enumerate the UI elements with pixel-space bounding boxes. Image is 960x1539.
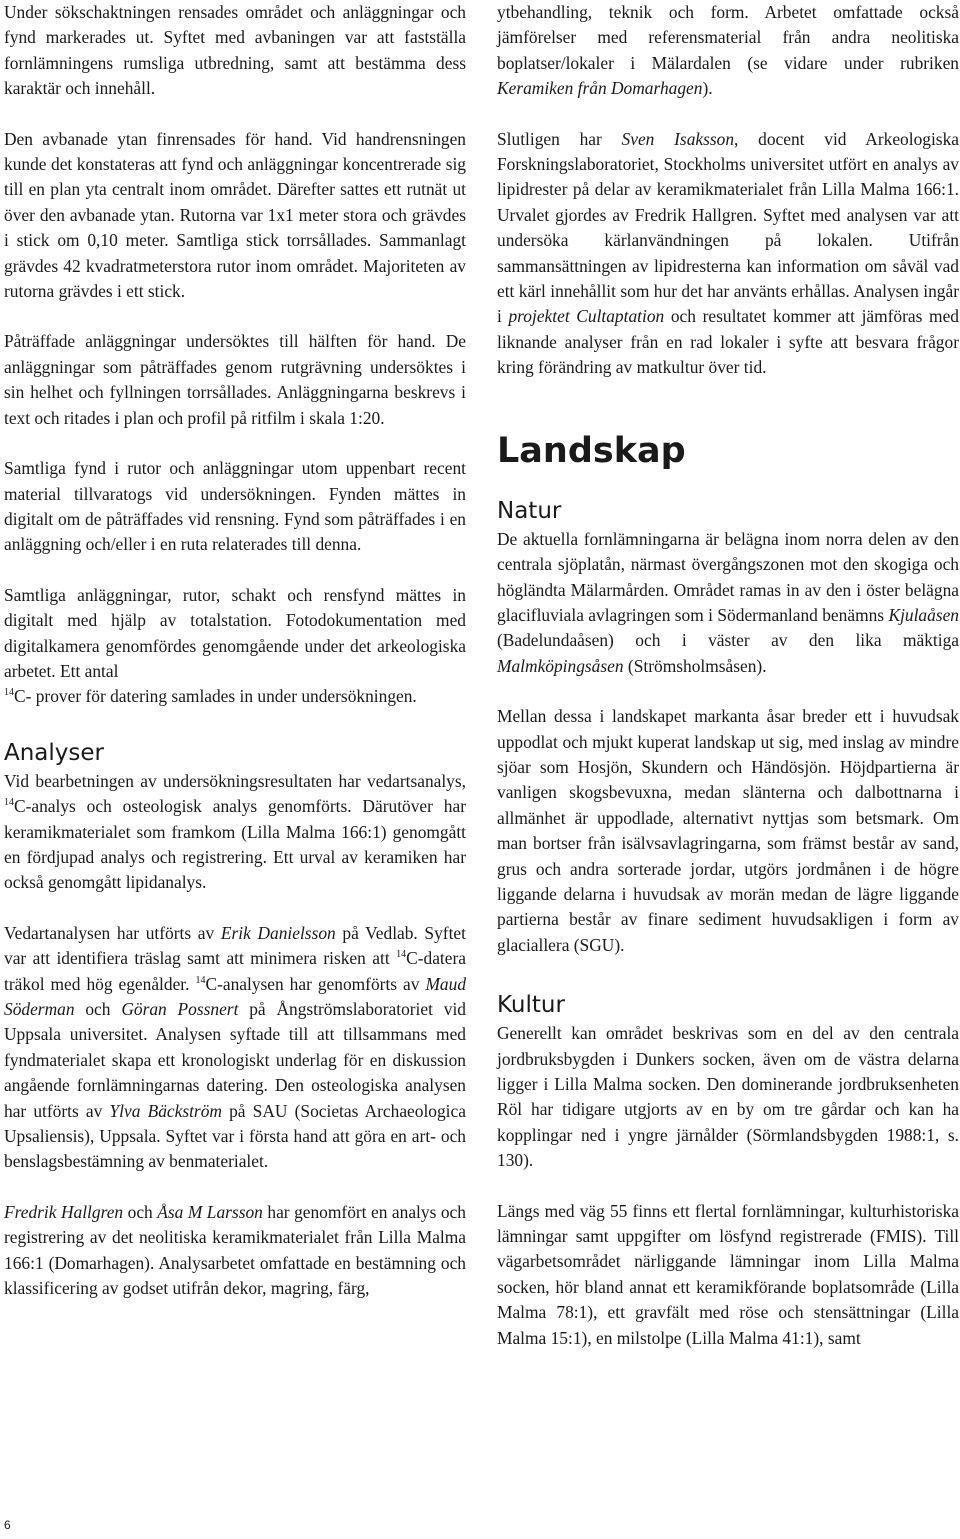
paragraph-hand-cleaning: Den avbanade ytan finrensades för hand. Vid handrensningen kunde det konstateras att fynd och anläggningar koncentrerade sig till en plan yta centralt inom området. Därefter sattes ett rutnät ut över den avbanade ytan. Rutorna var 1x1 meter stora och grävdes i stick om 0,10 meter. Samtliga stick torrsållades. Sammanlagt grävdes 42 kvadratmeterstora rutor inom området. Majoriteten av rutorna grävdes i ett stick. [4, 128, 466, 302]
paragraph-ceramic-registration: Fredrik Hallgren och Åsa M Larsson har genomfört en analys och registrering av det neolitiska keramikmaterialet från Lilla Malma 166:1 (Domarhagen). Analysarbetet omfattade en bestämning och klassificering av godset utifrån dekor, magring, färg, [4, 1201, 466, 1299]
heading-landskap: Landskap [497, 430, 686, 471]
paragraph-culture-area: Generellt kan området beskrivas som en del av den centrala jordbruksbygden i Dunkers socken, även om de västra delarna ligger i Lilla Malma socken. Den dominerande jordbruksenheten Röl har tidigare utgjorts av en by om tre gårdar och kan ha kopplingar ned i yngre järnålder (Sörmlandsbygden 1988:1, s. 130). [497, 1023, 959, 1171]
paragraph-road-55-remains: Längs med väg 55 finns ett flertal fornlämningar, kulturhistoriska lämningar samt uppgifter om lösfynd registrerade (FMIS). Till vägarbetsområdet närliggande lämningar inom Lilla Malma socken, hör bland annat ett keramikförande boplatsområde (Lilla Malma 78:1), ett gravfält med röse och stensättningar (Lilla Malma 15:1), en milstolpe (Lilla Malma 41:1), samt [497, 1200, 959, 1348]
person-name: Fredrik Hallgren [4, 1201, 124, 1222]
paragraph-analyses-overview: Vid bearbetningen av undersökningsresultaten har vedartsanalys, $^{14}$C-analys och osteologisk analys genomförts. Därutöver har keramikmaterialet som framkom (Lilla Malma 166:1) genomgått en fördjupad analys och registrering. Ett urval av keramiken har också genomgått lipidanalys. [4, 770, 466, 893]
heading-analyser: Analyser [4, 739, 104, 766]
section-reference: Keramiken från Domarhagen [497, 78, 703, 99]
paragraph-features-excavation: Påträffade anläggningar undersöktes till hälften för hand. De anläggningar som påträffades genom rutgrävning undersöktes i sin helhet och fyllningen torrsållades. Anläggningarna beskrevs i text och ritades i plan och profil på ritfilm i skala 1:20. [4, 331, 466, 428]
person-name: Ylva Bäckström [109, 1100, 222, 1121]
paragraph-wood-analysis: Vedartanalysen har utförts av Erik Danielsson på Vedlab. Syftet var att identifiera träslag samt att minimera risken att $^{14}$C-datera träkol med hög egenålder. $^{14}$C-analysen har genomförts av Maud Söderman och Göran Possnert på Ångströmslaboratoriet vid Uppsala universitet. Analysen syftade till att tillsammans med fyndmaterialet skapa ett kronologiskt underlag för en diskussion angående fornlämningarnas datering. Den osteologiska analysen har utförts av Ylva Bäckström på SAU (Societas Archaeologica Upsaliensis), Uppsala. Syftet var i första hand att göra en art- och benslagsbestämning av benmaterialet. [4, 922, 467, 1172]
place-name: Kjulaåsen [888, 604, 959, 625]
person-name: Göran Possnert [121, 999, 239, 1019]
person-name: Erik Danielsson [220, 922, 336, 943]
paragraph-documentation: Samtliga anläggningar, rutor, schakt och rensfynd mättes in digitalt med hjälp av totalstation. Fotodokumentation med digitalkamera genomfördes genomgående under det arkeologiska arbetet. Ett antal $^{14}$C- prover för datering samlades in under undersökningen. [4, 584, 466, 707]
person-name: Åsa M Larsson [157, 1201, 263, 1222]
place-name: Malmköpingsåsen [497, 655, 624, 676]
paragraph-ceramic-continued: ytbehandling, teknik och form. Arbetet omfattade också jämförelser med referensmaterial från andra neolitiska boplatser/lokaler i Mälardalen (se vidare under rubriken Keramiken från Domarhagen). [497, 2, 959, 99]
paragraph-nature-location: De aktuella fornlämningarna är belägna inom norra delen av den centrala sjöplatån, närmast övergångszonen mot den skogiga och högländta Mälarmården. Området ramas in av den i öster belägna glacifluviala avlagringen som i Södermanland benämns Kjulaåsen (Badelundaåsen) och i väster av den lika mäktiga Malmköpingsåsen (Strömsholmsåsen). [497, 528, 959, 676]
person-name: Maud Söderman [4, 973, 467, 1019]
paragraph-landscape-soils: Mellan dessa i landskapet markanta åsar breder ett i huvudsak uppodlat och mjukt kuperat landskap ut sig, med inslag av mindre sjöar som Hosjön, Skundern och Händösjön. Höjdpartierna är vanligen skogsbevuxna, medan slänterna och dalbottnarna i allmänhet är uppodlade, alternativt nyttjas som betsmark. Om man bortser från isälvsavlagringarna, som främst består av sand, grus och andra sorterade jordar, utgörs jordmånen i de högre liggande delarna i huvudsak av morän medan de lägre liggande partierna består av finare sediment huvudsakligen i form av glaciallera (SGU). [497, 706, 959, 955]
paragraph-search-trenching: Under sökschaktningen rensades området och anläggningar och fynd markerades ut. Syftet med avbaningen var att fastställa fornlämningens rumsliga utbredning, samt att bestämma dess karaktär och innehåll. [4, 2, 466, 99]
project-name: projektet Cultaptation [508, 306, 665, 327]
paragraph-finds-collection: Samtliga fynd i rutor och anläggningar utom uppenbart recent material tillvaratogs vid undersökningen. Fynden mättes in digitalt om de påträffades vid rensning. Fynd som påträffades i en anläggning och/eller i en ruta relaterades till denna. [4, 458, 466, 555]
superscript-14: 14 [4, 687, 14, 699]
heading-natur: Natur [497, 497, 562, 524]
paragraph-lipid-analysis: Slutligen har Sven Isaksson, docent vid Arkeologiska Forskningslaboratoriet, Stockholms universitet utfört en analys av lipidrester på delar av keramikmaterialet från Lilla Malma 166:1. Urvalet gjordes av Fredrik Hallgren. Syftet med analysen var att undersöka kärlanvändningen på lokalen. Utifrån sammansättningen av lipidresterna kan information om såväl vad ett kärl innehållit som hur det har använts erhållas. Analysen ingår i projektet Cultaptation och resultatet kommer att jämföras med liknande analyser från en rad lokaler i syfte att besvara frågor kring förändring av matkultur över tid. [497, 128, 959, 378]
left-column [4, 0, 466, 1301]
person-name: Sven Isaksson [621, 128, 735, 149]
right-column [497, 0, 959, 1351]
heading-kultur: Kultur [497, 992, 565, 1019]
page-number: 6 [4, 1518, 11, 1532]
